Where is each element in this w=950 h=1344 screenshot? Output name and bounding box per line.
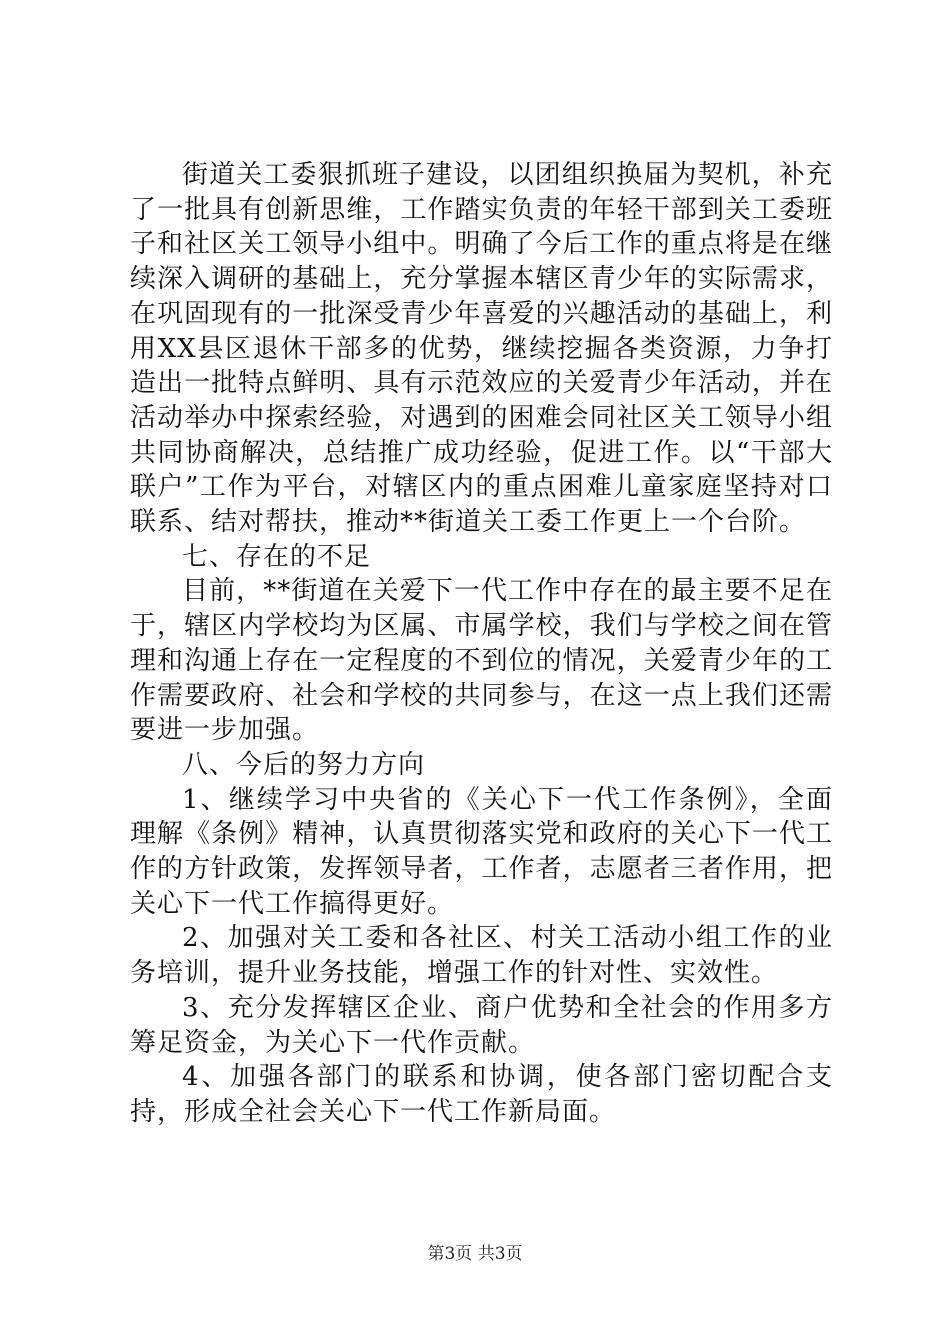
heading-future-direction: 八、今后的努力方向	[182, 749, 426, 780]
heading-shortcomings: 七、存在的不足	[182, 541, 372, 572]
paragraph-cadre-building: 街道关工委狠抓班子建设，以团组织换届为契机，补充了一批具有创新思维，工作踏实负责的年轻干部到关工委班子和社区关工领导小组中。明确了今后工作的重点将是在继续深入调研的基础上，充分掌握本辖区青少年的实际需求，在巩固现有的一批深受青少年喜爱的兴趣活动的基础上，利用XX县区退休干部多的优势，继续挖掘各类资源，力争打造出一批特点鲜明、具有示范效应的关爱青少年活动，并在活动举办中探索经验，对遇到的困难会同社区关工领导小组共同协商解决，总结推广成功经验，促进工作。以“干部大联户”工作为平台，对辖区内的重点困难儿童家庭坚持对口联系、结对帮扶，推动**街道关工委工作更上一个台阶。	[130, 160, 833, 538]
list-item-3: 3、充分发挥辖区企业、商户优势和全社会的作用多方筹足资金，为关心下一代作贡献。	[130, 992, 833, 1058]
list-item-2: 2、加强对关工委和各社区、村关工活动小组工作的业务培训，提升业务技能，增强工作的针对性、实效性。	[130, 923, 833, 989]
list-item-1: 1、继续学习中央省的《关心下一代工作条例》，全面理解《条例》精神，认真贯彻落实党和政府的关心下一代工作的方针政策，发挥领导者，工作者，志愿者三者作用，把关心下一代工作搞得更好。	[130, 784, 833, 919]
paragraph-shortcomings: 目前，**街道在关爱下一代工作中存在的最主要不足在于，辖区内学校均为区属、市属学校，我们与学校之间在管理和沟通上存在一定程度的不到位的情况，关爱青少年的工作需要政府、社会和学校的共同参与，在这一点上我们还需要进一步加强。	[130, 576, 833, 746]
document-body	[130, 158, 833, 1130]
list-item-4: 4、加强各部门的联系和协调，使各部门密切配合支持，形成全社会关心下一代工作新局面。	[130, 1062, 833, 1127]
page-number-footer: 第3页 共3页	[427, 1244, 523, 1264]
